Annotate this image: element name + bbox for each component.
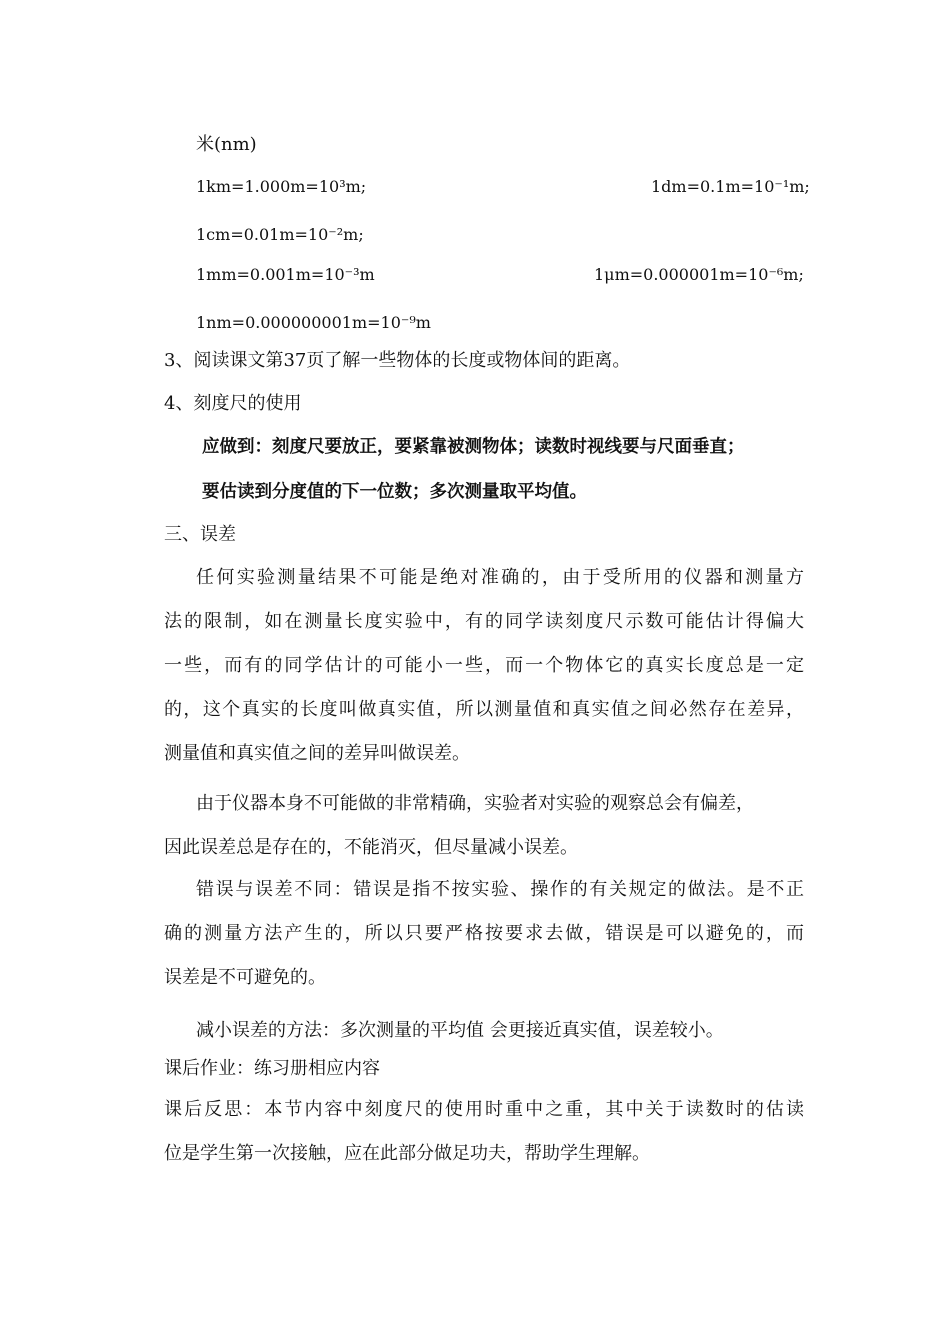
item-3: 3、阅读课文第37页了解一些物体的长度或物体间的距离。 — [164, 350, 631, 371]
paragraph-line: 的，这个真实的长度叫做真实值，所以测量值和真实值之间必然存在差异， — [164, 699, 804, 720]
paragraph-error-exists — [164, 782, 804, 870]
paragraph-line: 误差是不可避免的。 — [164, 967, 326, 988]
paragraph-line: 位是学生第一次接触，应在此部分做足功夫，帮助学生理解。 — [164, 1143, 650, 1164]
paragraph-line: 错误与误差不同：错误是指不按实验、操作的有关规定的做法。是不正 — [196, 879, 804, 900]
section-heading: 三、误差 — [164, 524, 236, 545]
homework: 课后作业：练习册相应内容 — [164, 1058, 380, 1079]
paragraph-line: 任何实验测量结果不可能是绝对准确的，由于受所用的仪器和测量方 — [196, 567, 804, 588]
unit-km: 1km=1.000m=10³m; — [196, 177, 367, 196]
paragraph-line: 课后反思：本节内容中刻度尺的使用时重中之重，其中关于读数时的估读 — [164, 1099, 804, 1120]
unit-nm-label: 米(nm) — [196, 134, 257, 155]
item-4-title: 4、刻度尺的使用 — [164, 393, 302, 414]
paragraph-mistake-vs-error — [164, 868, 804, 1000]
unit-nanometer: 1nm=0.000000001m=10⁻⁹m — [196, 313, 431, 332]
paragraph-line: 由于仪器本身不可能做的非常精确，实验者对实验的观察总会有偏差， — [196, 793, 754, 814]
unit-mm: 1mm=0.001m=10⁻³m — [196, 265, 375, 284]
item-4-rule-2: 要估读到分度值的下一位数；多次测量取平均值。 — [202, 482, 587, 502]
paragraph-line: 法的限制，如在测量长度实验中，有的同学读刻度尺示数可能估计得偏大 — [164, 611, 804, 632]
paragraph-line: 测量值和真实值之间的差异叫做误差。 — [164, 743, 470, 764]
item-4-rule-1: 应做到：刻度尺要放正，要紧靠被测物体；读数时视线要与尺面垂直； — [202, 437, 745, 457]
paragraph-line: 因此误差总是存在的，不能消灭，但尽量减小误差。 — [164, 837, 578, 858]
paragraph-line: 一些，而有的同学估计的可能小一些，而一个物体它的真实长度总是一定 — [164, 655, 804, 676]
unit-um: 1μm=0.000001m=10⁻⁶m; — [594, 265, 804, 284]
paragraph-error-definition — [164, 556, 804, 776]
unit-dm: 1dm=0.1m=10⁻¹m; — [651, 177, 810, 196]
reflection — [164, 1088, 804, 1176]
reduce-error-method: 减小误差的方法：多次测量的平均值 会更接近真实值，误差较小。 — [196, 1020, 724, 1041]
unit-cm: 1cm=0.01m=10⁻²m; — [196, 225, 364, 244]
paragraph-line: 确的测量方法产生的，所以只要严格按要求去做，错误是可以避免的，而 — [164, 923, 804, 944]
